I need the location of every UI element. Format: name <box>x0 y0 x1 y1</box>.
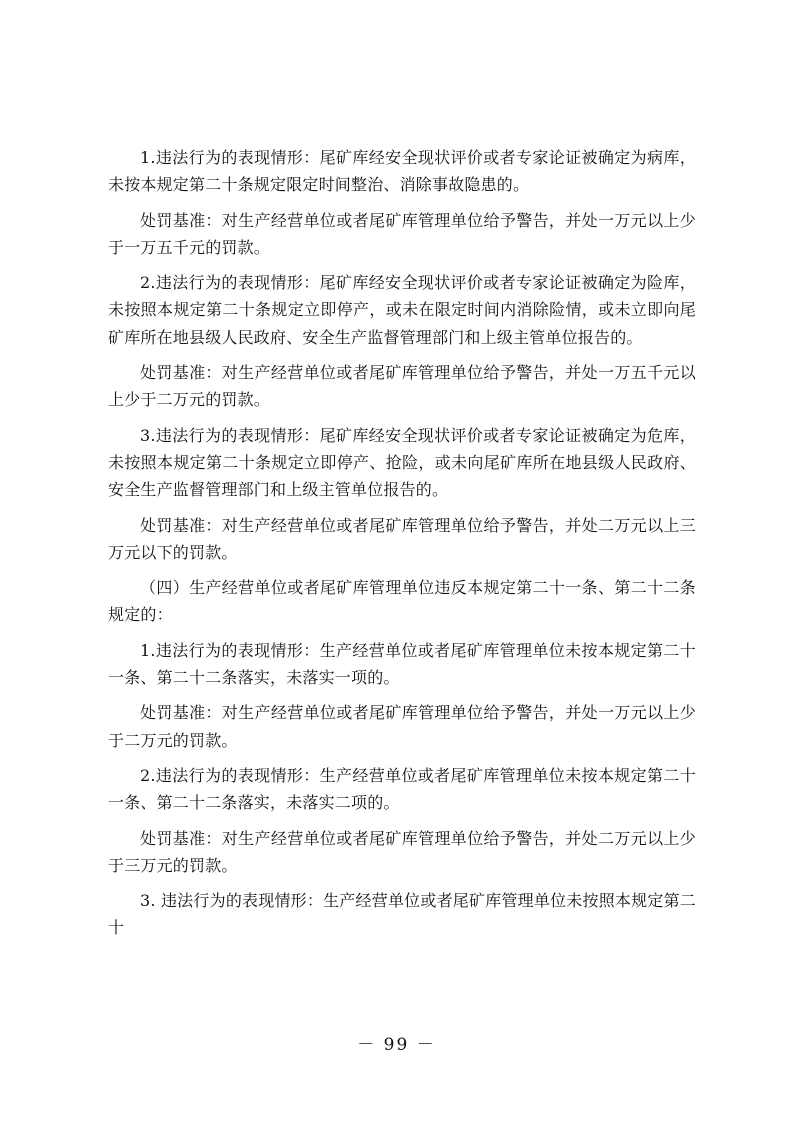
paragraph-8: 1.违法行为的表现情形：生产经营单位或者尾矿库管理单位未按本规定第二十一条、第二十二条落实，未落实一项的。 <box>108 640 696 688</box>
paragraph-10: 2.违法行为的表现情形：生产经营单位或者尾矿库管理单位未按本规定第二十一条、第二十二条落实，未落实二项的。 <box>108 765 696 813</box>
document-body <box>108 144 696 942</box>
paragraph-1: 1.违法行为的表现情形：尾矿库经安全现状评价或者专家论证被确定为病库，未按本规定第二十条规定限定时间整治、消除事故隐患的。 <box>108 148 696 195</box>
paragraph-6: 处罚基准：对生产经营单位或者尾矿库管理单位给予警告，并处二万元以上三万元以下的罚款。 <box>108 515 696 562</box>
paragraph-2: 处罚基准：对生产经营单位或者尾矿库管理单位给予警告，并处一万元以上少于一万五千元的罚款。 <box>108 210 696 257</box>
page-number: － 99 － <box>357 1035 436 1055</box>
paragraph-7: （四）生产经营单位或者尾矿库管理单位违反本规定第二十一条、第二十二条规定的： <box>108 578 696 625</box>
paragraph-4: 处罚基准：对生产经营单位或者尾矿库管理单位给予警告，并处一万五千元以上少于二万元的罚款。 <box>108 363 696 410</box>
paragraph-12: 3. 违法行为的表现情形：生产经营单位或者尾矿库管理单位未按照本规定第二十 <box>108 891 696 938</box>
paragraph-9: 处罚基准：对生产经营单位或者尾矿库管理单位给予警告，并处一万元以上少于二万元的罚款。 <box>108 703 696 750</box>
paragraph-5: 3.违法行为的表现情形：尾矿库经安全现状评价或者专家论证被确定为危库，未按照本规定第二十条规定立即停产、抢险，或未向尾矿库所在地县级人民政府、安全生产监督管理部门和上级主管单位报告的。 <box>108 425 696 500</box>
paragraph-3: 2.违法行为的表现情形：尾矿库经安全现状评价或者专家论证被确定为险库，未按照本规定第二十条规定立即停产，或未在限定时间内消除险情，或未立即向尾矿库所在地县级人民政府、安全生产监督管理部门和上级主管单位报告的。 <box>108 273 696 347</box>
paragraph-11: 处罚基准：对生产经营单位或者尾矿库管理单位给予警告，并处二万元以上少于三万元的罚款。 <box>108 828 696 875</box>
